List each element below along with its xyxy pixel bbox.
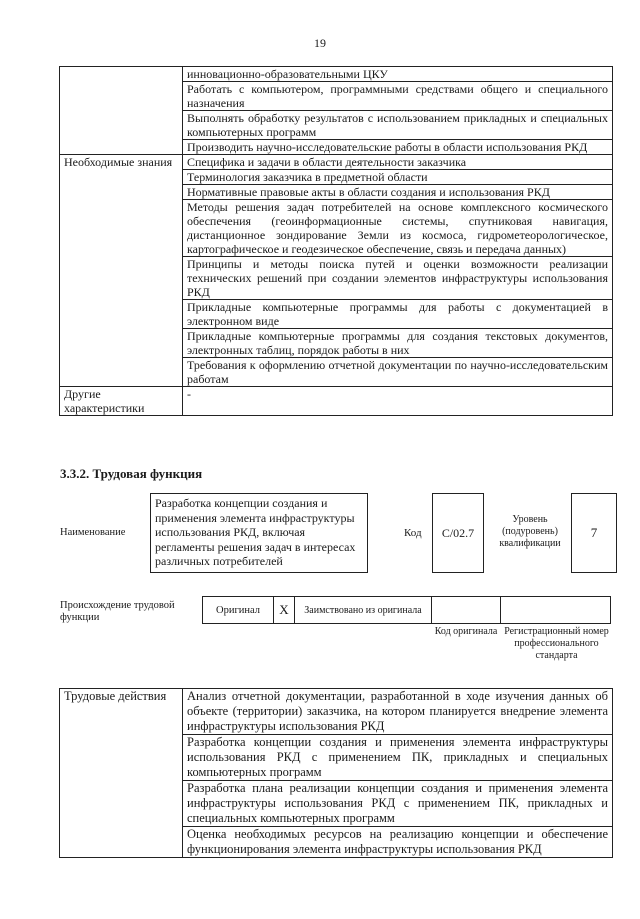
list-item: Анализ отчетной документации, разработанной в ходе изучения данных об объекте (территории) заказчика, на котором планируется внедрение элемента инфраструктуры использования РКД: [183, 689, 613, 735]
labor-actions-table: [59, 688, 613, 858]
row-label-skills-continued: [60, 67, 183, 155]
list-item: Терминология заказчика в предметной области: [183, 170, 613, 185]
list-item: Разработка плана реализации концепции создания и применения элемента инфраструктуры использования РКД с применением ПК, прикладных и специальных компьютерных программ: [183, 781, 613, 827]
function-name-box: Разработка концепции создания и применения элемента инфраструктуры использования РКД, включая регламенты решения задач в интересах различных потребителей: [150, 493, 368, 573]
origin-label: Происхождение трудовой функции: [60, 600, 175, 623]
list-item: -: [183, 387, 613, 416]
row-label-actions: Трудовые действия: [60, 689, 183, 858]
code-label: Код: [404, 527, 422, 539]
list-item: Работать с компьютером, программными средствами общего и специального назначения: [183, 82, 613, 111]
original-label: Оригинал: [216, 604, 260, 616]
origin-strip: [202, 596, 611, 624]
name-label: Наименование: [60, 527, 126, 538]
list-item: Прикладные компьютерные программы для создания текстовых документов, электронных таблиц, порядок работы в них: [183, 329, 613, 358]
list-item: Методы решения задач потребителей на основе комплексного космического обеспечения (геоинформационные системы, спутниковая навигация, дистанционное зондирование Земли из космоса, гидрометеорологическое, картографическое и геодезическое обеспечение, связь и передача данных): [183, 200, 613, 257]
row-label-other: Другие характеристики: [60, 387, 183, 416]
original-code-caption: Код оригинала: [434, 626, 498, 637]
function-header: [60, 492, 620, 574]
table-row: [60, 155, 613, 170]
level-box: 7: [571, 493, 617, 573]
list-item: Прикладные компьютерные программы для работы с документацией в электронном виде: [183, 300, 613, 329]
list-item: Специфика и задачи в области деятельности заказчика: [183, 155, 613, 170]
list-item: Разработка концепции создания и применения элемента инфраструктуры использования РКД с применением ПК, прикладных и специальных компьютерных программ: [183, 735, 613, 781]
list-item: Выполнять обработку результатов с использованием прикладных и специальных компьютерных программ: [183, 111, 613, 140]
registration-number-cell: [500, 596, 611, 624]
list-item: инновационно-образовательными ЦКУ: [183, 67, 613, 82]
list-item: Производить научно-исследовательские работы в области использования РКД: [183, 140, 613, 155]
original-code-cell: [431, 596, 501, 624]
skills-knowledge-table: [59, 66, 613, 416]
registration-number-caption: Регистрационный номер профессионального стандарта: [504, 626, 609, 661]
table-row: [60, 67, 613, 82]
function-code-box: C/02.7: [432, 493, 484, 573]
table-row: [60, 387, 613, 416]
borrowed-cell: Заимствовано из оригинала: [294, 596, 432, 624]
list-item: Требования к оформлению отчетной документации по научно-исследовательским работам: [183, 358, 613, 387]
table-row: [60, 689, 613, 735]
list-item: Нормативные правовые акты в области создания и использования РКД: [183, 185, 613, 200]
level-label: Уровень (подуровень) квалификации: [499, 514, 561, 549]
list-item: Принципы и методы поиска путей и оценки возможности реализации технических решений при создании элементов инфраструктуры использования РКД: [183, 257, 613, 300]
row-label-knowledge: Необходимые знания: [60, 155, 183, 387]
original-cell: [202, 596, 274, 624]
original-mark: X: [273, 596, 295, 624]
section-title: 3.3.2. Трудовая функция: [60, 466, 203, 481]
origin-section: [60, 596, 620, 676]
list-item: Оценка необходимых ресурсов на реализацию концепции и обеспечение функционирования элемента инфраструктуры использования РКД: [183, 827, 613, 858]
page-number: 19: [314, 36, 326, 50]
